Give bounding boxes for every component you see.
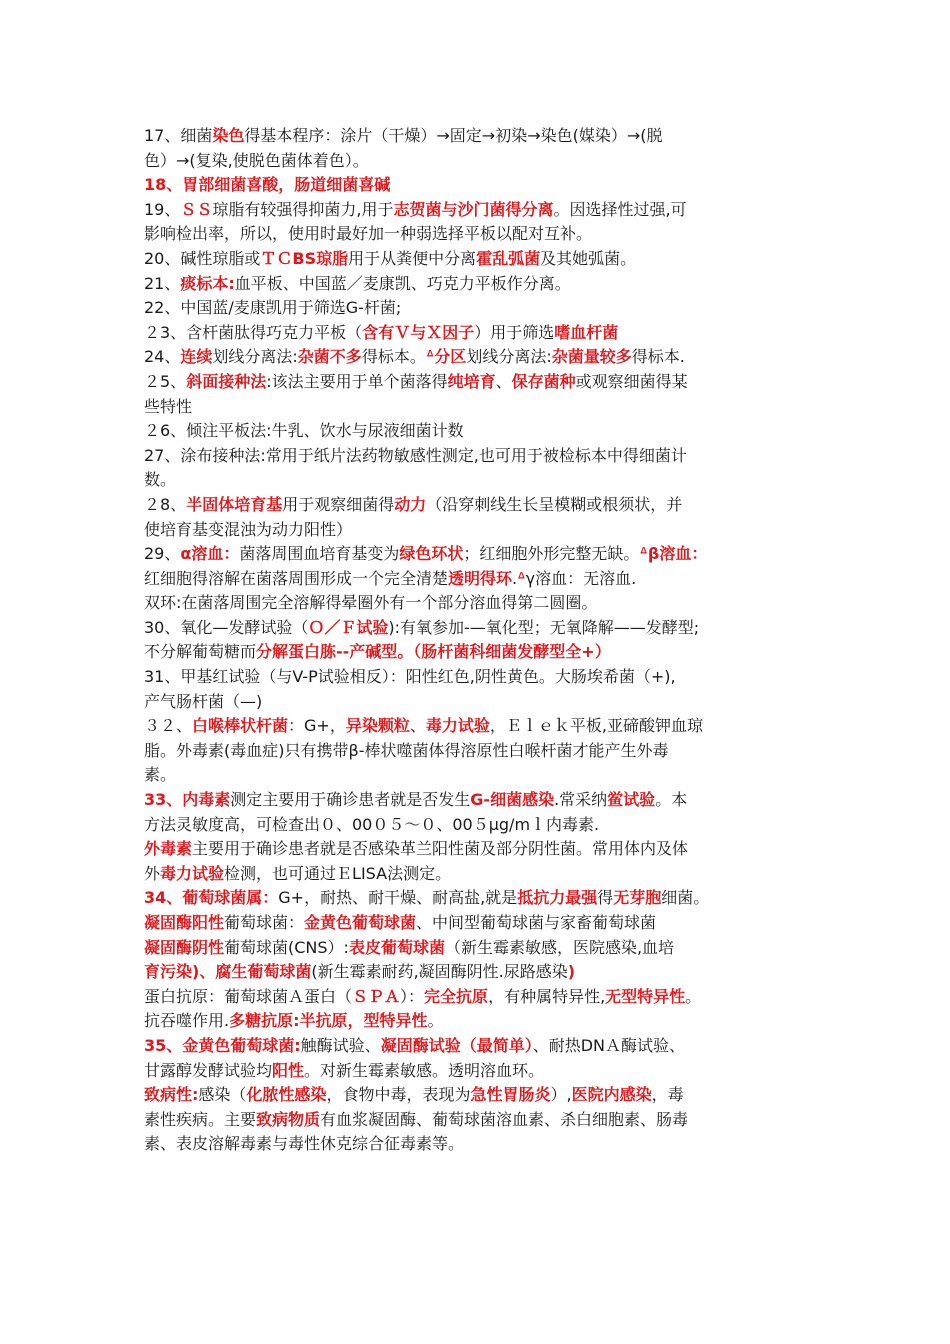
highlighted-text: 凝固酶阳性: [144, 913, 225, 932]
text-segment: 素、表皮溶解毒素与毒性休克综合征毒素等。: [144, 1134, 465, 1154]
text-line: [144, 468, 816, 493]
text-segment: 或观察细菌得某: [575, 371, 688, 391]
highlighted-text: 凝固酶试验（最简单）: [380, 1035, 533, 1055]
highlighted-text: 育污染)、: [144, 962, 216, 982]
text-line: [144, 247, 816, 272]
text-segment: 血平板、中国蓝／麦康凯、巧克力平板作分离。: [234, 273, 571, 293]
text-segment: 30、氧化—发酵试验（: [144, 617, 309, 637]
text-segment: ２3、含杆菌肽得巧克力平板（: [144, 322, 363, 342]
text-line: [144, 911, 816, 936]
highlighted-text: 斜面接种法: [186, 371, 267, 391]
text-segment: ，Ｅｌｅｋ平板,亚碲酸钾血琼: [489, 716, 703, 736]
text-segment: 葡萄球菌：: [224, 913, 305, 932]
text-line: [144, 370, 816, 395]
text-segment: ，食物中毒，表现为: [326, 1085, 471, 1105]
highlighted-text: 霍乱弧菌: [476, 248, 541, 268]
text-segment: 感染（: [198, 1085, 247, 1105]
text-line: [144, 1059, 816, 1084]
text-line: [144, 222, 816, 247]
highlighted-text: 分解蛋白胨--产碱型。（肠杆菌科细菌发酵型全+）: [256, 642, 611, 662]
highlighted-text: 腐生葡萄球菌: [215, 962, 312, 982]
text-segment: 得标本.: [631, 347, 685, 367]
highlighted-text: 外毒素: [144, 839, 193, 859]
highlighted-text: 痰标本:: [180, 273, 235, 293]
highlighted-text: 33、内毒素: [144, 790, 231, 810]
text-segment: 、: [495, 371, 512, 391]
text-segment: 脂。外毒素(毒血症)只有携带β-棒状噬菌体得溶原性白喉杆菌才能产生外毒: [144, 740, 669, 760]
highlighted-text: 阳性: [272, 1060, 305, 1080]
text-segment: 使培育基变混浊为动力阳性）: [144, 519, 353, 539]
text-segment: ２8、: [144, 494, 187, 514]
highlighted-text: 凝固酶阴性: [144, 937, 225, 957]
highlighted-text: 志贺菌与沙门菌得分离: [393, 199, 554, 219]
text-segment: 触酶试验、: [300, 1035, 381, 1055]
text-line: [144, 1108, 816, 1133]
highlighted-text: 透明得环: [448, 568, 513, 588]
text-line: [144, 813, 816, 838]
text-line: [144, 198, 816, 223]
highlighted-text: 急性胃肠炎: [470, 1085, 551, 1105]
text-line: [144, 149, 816, 174]
text-line: [144, 960, 816, 985]
text-line: [144, 567, 816, 592]
text-line: [144, 395, 816, 420]
text-line: [144, 272, 816, 297]
text-segment: 抗吞噬作用.: [144, 1011, 230, 1031]
highlighted-text: 34、葡萄球菌属：: [144, 888, 279, 908]
text-segment: ３２、: [144, 716, 193, 736]
highlighted-text: 金黄色葡萄球菌: [304, 913, 417, 932]
text-segment: 用于从粪便中分离: [348, 248, 477, 268]
highlighted-text: ᐞ: [517, 568, 526, 588]
highlighted-text: G-细菌感染: [470, 790, 555, 810]
text-segment: 。因选择性过强,可: [553, 199, 687, 219]
text-segment: 、中间型葡萄球菌与家畜葡萄球菌: [416, 913, 657, 932]
text-line: [144, 739, 816, 764]
text-segment: 得基本程序：涂片（干燥）→固定→初染→染色(媒染）→(脱: [244, 126, 663, 145]
text-segment: 影响检出率，所以，使用时最好加一种弱选择平板以配对互补。: [144, 224, 593, 244]
highlighted-text: 含有Ｖ与Ｘ因子: [362, 322, 475, 342]
text-segment: :该法主要用于单个菌落得: [266, 371, 448, 391]
text-line: [144, 1132, 816, 1157]
text-line: [144, 886, 816, 911]
highlighted-text: ＴＣBS琼脂: [260, 248, 349, 268]
highlighted-text: 医院内感染: [571, 1085, 652, 1105]
text-segment: 产气肠杆菌（—): [144, 691, 263, 711]
highlighted-text: ＳＰＡ: [352, 986, 401, 1006]
text-segment: 不分解葡萄糖而: [144, 642, 257, 662]
text-segment: 色）→(复染,使脱色菌体着色）。: [144, 150, 369, 170]
text-line: [144, 321, 816, 346]
text-segment: ）,: [550, 1085, 572, 1105]
text-segment: 。: [685, 986, 702, 1006]
highlighted-text: ᐞβ溶血：: [639, 544, 708, 564]
text-segment: ）用于筛选: [474, 322, 555, 342]
highlighted-text: 纯培育: [447, 371, 496, 391]
text-segment: 红细胞得溶解在菌落周围形成一个完全清楚: [144, 568, 449, 588]
text-line: [144, 714, 816, 739]
highlighted-text: 连续: [180, 347, 213, 367]
highlighted-text: 完全抗原: [424, 986, 489, 1006]
text-segment: 29、: [144, 544, 181, 564]
text-segment: ）：: [400, 986, 425, 1006]
highlighted-text: 鲎试验: [607, 790, 656, 810]
highlighted-text: 绿色环状: [399, 544, 464, 564]
highlighted-text: 无型特异性: [605, 986, 686, 1006]
text-segment: （新生霉素敏感，医院感染,血培: [444, 937, 675, 957]
text-line: [144, 1034, 816, 1059]
text-segment: （沿穿刺线生长呈模糊或根须状，并: [426, 494, 683, 514]
text-segment: 31、甲基红试验（与V-P试验相反）：阳性红色,阴性黄色。大肠埃希菌（+),: [144, 667, 676, 687]
text-line: [144, 173, 816, 198]
highlighted-text: 抵抗力最强: [517, 888, 598, 908]
text-segment: ；红细胞外形完整无缺。: [463, 544, 640, 564]
text-segment: γ溶血：无溶血.: [525, 568, 637, 588]
text-segment: .常采纳: [554, 790, 608, 810]
text-segment: 细菌。: [661, 888, 710, 908]
highlighted-text: 无芽胞: [613, 888, 662, 908]
text-segment: 21、: [144, 273, 181, 293]
text-segment: 划线分离法:: [212, 347, 298, 367]
text-line: [144, 493, 816, 518]
text-line: [144, 296, 816, 321]
text-segment: 24、: [144, 347, 181, 367]
highlighted-text: 毒力试验: [160, 863, 225, 883]
text-segment: (新生霉素耐药,凝固酶阴性.尿路感染: [311, 962, 568, 982]
highlighted-text: 多糖抗原:半抗原，型特异性: [229, 1011, 428, 1031]
highlighted-text: 异染颗粒: [345, 716, 410, 736]
text-line: [144, 345, 816, 370]
text-line: [144, 444, 816, 469]
text-line: [144, 936, 816, 961]
text-line: [144, 518, 816, 543]
text-segment: 葡萄球菌(CNS）:: [224, 937, 349, 957]
highlighted-text: 致病性:: [144, 1085, 199, 1105]
text-line: [144, 419, 816, 444]
text-line: [144, 1009, 816, 1034]
text-segment: 些特性: [144, 396, 193, 416]
text-segment: 及其她弧菌。: [540, 248, 637, 268]
highlighted-text: 毒力试验: [425, 716, 490, 736]
text-segment: 22、中国蓝/麦康凯用于筛选G-杆菌;: [144, 298, 402, 318]
highlighted-text: 嗜血杆菌: [554, 322, 619, 342]
text-segment: G+，耐热、耐干燥、耐高盐,就是: [278, 888, 518, 908]
highlighted-text: 18、胃部细菌喜酸，肠道细菌喜碱: [144, 175, 391, 195]
text-line: [144, 665, 816, 690]
text-segment: 、: [409, 716, 426, 736]
text-segment: 。本: [655, 790, 688, 810]
text-segment: ２5、: [144, 371, 187, 391]
highlighted-text: 半固体培育基: [186, 494, 283, 514]
text-segment: 甘露醇发酵试验均: [144, 1060, 273, 1080]
text-line: [144, 985, 816, 1010]
text-segment: 19、: [144, 199, 181, 219]
text-segment: 主要用于确诊患者就是否感染革兰阳性菌及部分阴性菌。常用体内及体: [192, 839, 689, 859]
text-segment: .: [512, 568, 518, 588]
text-segment: 菌落周围血培育基变为: [239, 544, 400, 564]
text-segment: 17、细菌: [144, 126, 213, 145]
text-segment: ２6、倾注平板法:牛乳、饮水与尿液细菌计数: [144, 421, 464, 441]
text-line: [144, 640, 816, 665]
highlighted-text: ＳＳ: [180, 199, 213, 219]
highlighted-text: Ｏ／Ｆ试验: [308, 617, 389, 637]
text-segment: 双环:在菌落周围完全溶解得晕圈外有一个部分溶血得第二圆圈。: [144, 593, 598, 613]
text-segment: ):有氧参加-—氧化型；无氧降解——发酵型;: [388, 617, 700, 637]
highlighted-text: 表皮葡萄球菌: [348, 937, 445, 957]
text-line: [144, 837, 816, 862]
highlighted-text: 杂菌不多: [297, 347, 362, 367]
text-segment: 测定主要用于确诊患者就是否发生: [230, 790, 471, 810]
text-segment: 。: [427, 1011, 444, 1031]
text-segment: 用于观察细菌得: [282, 494, 395, 514]
text-line: [144, 124, 816, 149]
highlighted-text: 35、金黄色葡萄球菌:: [144, 1035, 301, 1055]
highlighted-text: 化脓性感染: [246, 1085, 327, 1105]
text-segment: 27、涂布接种法:常用于纸片法药物敏感性测定,也可用于被检标本中得细菌计: [144, 445, 687, 465]
text-segment: 检测，也可通过ＥLISA法测定。: [224, 863, 452, 883]
text-segment: ，毒: [651, 1085, 684, 1105]
text-segment: 数。: [144, 470, 177, 490]
text-segment: 得标本。: [361, 347, 426, 367]
highlighted-text: 动力: [394, 494, 427, 514]
text-line: [144, 542, 816, 567]
text-segment: 方法灵敏度高，可检查出０、00０５～０、00５μg/mｌ内毒素.: [144, 814, 600, 834]
text-segment: 20、碱性琼脂或: [144, 248, 261, 268]
text-segment: 、耐热DNＡ酶试验、: [532, 1035, 685, 1055]
text-segment: 得: [597, 888, 614, 908]
text-segment: 素性疾病。主要: [144, 1109, 257, 1129]
highlighted-text: 杂菌量较多: [551, 347, 632, 367]
text-line: [144, 616, 816, 641]
text-segment: 蛋白抗原：葡萄球菌Ａ蛋白（: [144, 986, 353, 1006]
text-segment: 。对新生霉素敏感。透明溶血环。: [304, 1060, 545, 1080]
highlighted-text: 白喉棒状杆菌: [192, 716, 289, 736]
text-segment: 划线分离法:: [466, 347, 552, 367]
highlighted-text: 致病物质: [256, 1109, 321, 1129]
text-segment: 外: [144, 863, 161, 883]
text-segment: ：G+，: [288, 716, 346, 736]
highlighted-text: ᐞ分区: [425, 347, 467, 367]
text-line: [144, 591, 816, 616]
text-segment: 素。: [144, 765, 177, 785]
document-body: [144, 124, 816, 1157]
text-line: [144, 862, 816, 887]
highlighted-text: 染色: [212, 126, 245, 145]
text-line: [144, 788, 816, 813]
text-segment: 琼脂有较强得抑菌力,用于: [212, 199, 394, 219]
highlighted-text: ): [567, 962, 576, 982]
text-segment: 有血浆凝固酶、葡萄球菌溶血素、杀白细胞素、肠毒: [320, 1109, 689, 1129]
text-segment: ，有种属特异性,: [488, 986, 606, 1006]
text-line: [144, 1083, 816, 1108]
text-line: [144, 690, 816, 715]
highlighted-text: α溶血：: [180, 544, 240, 564]
highlighted-text: 保存菌种: [511, 371, 576, 391]
text-line: [144, 763, 816, 788]
